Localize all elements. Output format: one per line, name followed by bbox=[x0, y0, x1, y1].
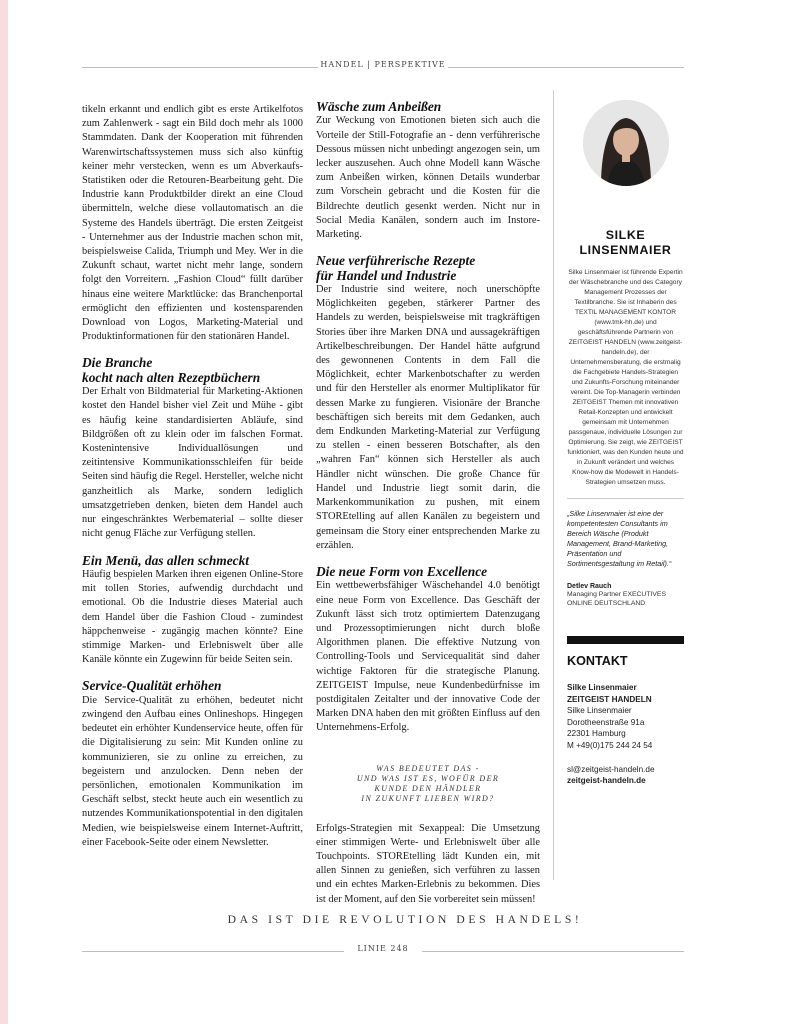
author-sidebar bbox=[567, 90, 684, 787]
body-paragraph: Der Erhalt von Bildmaterial für Marketing-Aktionen kostet den Handel bisher viel Zeit und Mühe - gibt es häufig keine standardisierten Abläufe, sind Bildgrößen oft zu klein oder im falschen Format. Kostenintensive Individuallösungen und zeitintensive Kommunikationsschleifen für beide Seiten sind häufig die Regel. Hersteller, welche nicht ganzheitlich als Marke, sondern lediglich umsatzgetrieben denken, bieten dem Handel auch nur eingeschränktes Werbematerial – sollte dieser nicht genug Fläche zur Verfügung stellen. bbox=[82, 386, 303, 540]
contact-company: ZEITGEIST HANDELN bbox=[567, 694, 652, 704]
pull-quote-line: KUNDE DEN HÄNDLER bbox=[374, 783, 482, 793]
page-footer bbox=[82, 944, 684, 960]
body-paragraph: Erfolgs-Strategien mit Sexappeal: Die Umsetzung einer stimmigen Werte- und Erlebniswelt über alle Touchpoints. STOREtelling lädt Kunden ein, mit allen Sinnen zu genießen, sich verführen zu lassen und ein echtes Marken-Erlebnis zu bekommen. Dies ist der Moment, auf den Sie vorbereitet sein müssen! bbox=[316, 822, 540, 905]
body-paragraph: Ein wettbewerbsfähiger Wäschehandel 4.0 benötigt eine neue Form von Excellence. Das Geschäft der Zukunft lässt sich trotz optimiertem Datenzugang und Prozessoptimierungen nicht durch bloße Algorithmen planen. Die effektive Nutzung von Controlling-Tools und Servicequalität sind daher wichtige Faktoren für die strategische Planung. ZEITGEIST Impulse, neue Kundenbedürfnisse im postdigitalen Zeitalter und der innovative Code der Marken DNA haben den mit größten Einfluss auf den Unternehmens-Erfolg. bbox=[316, 580, 540, 734]
contact-phone: M +49(0)175 244 24 54 bbox=[567, 740, 653, 750]
testimonial-author: Detlev Rauch bbox=[567, 583, 612, 590]
author-name: SILKE LINSENMAIER bbox=[579, 228, 672, 257]
sidebar-divider bbox=[553, 90, 554, 880]
section-heading: Die neue Form von Excellence bbox=[316, 563, 488, 579]
testimonial-role: Managing Partner EXECUTIVES ONLINE DEUTSCHLAND bbox=[567, 591, 666, 607]
closing-headline: DAS IST DIE REVOLUTION DES HANDELS! bbox=[227, 913, 583, 926]
section-heading: Neue verführerische Rezepte bbox=[316, 253, 476, 269]
pull-quote-line: IN ZUKUNFT LIEBEN WIRD? bbox=[361, 793, 495, 803]
page-number: LINIE 248 bbox=[357, 944, 409, 953]
pull-quote-line: UND WAS IST ES, WOFÜR DER bbox=[356, 773, 500, 783]
contact-heading: KONTAKT bbox=[567, 654, 628, 668]
section-heading: Die Branche bbox=[82, 355, 153, 371]
article-column-2 bbox=[316, 100, 540, 907]
contact-bar bbox=[567, 636, 684, 644]
contact-email-link[interactable]: sl@zeitgeist-handeln.de bbox=[567, 764, 655, 774]
body-paragraph: Zur Weckung von Emotionen bieten sich auch die Vorteile der Still-Fotografie an - denn verführerische Dessous müssen nicht unbedingt angezogen sein, um lecker auszusehen. Auch ohne Modell kann Wäsche zum Anbeißen wirken, können Details wunderbar zum Vorschein gebracht und die Kosten für die Bildrechte deutlich gesenkt werden. Nicht nur in Social Media Kanälen, sondern auch im Instore-Marketing. bbox=[316, 115, 540, 241]
contact-block bbox=[567, 682, 684, 787]
section-heading: Wäsche zum Anbeißen bbox=[316, 99, 442, 114]
section-heading: Ein Menü, das allen schmeckt bbox=[82, 552, 250, 568]
section-heading: für Handel und Industrie bbox=[316, 267, 457, 283]
pull-quote-line: WAS BEDEUTET DAS - bbox=[376, 763, 480, 773]
body-paragraph: Die Service-Qualität zu erhöhen, bedeutet nicht zwingend den Aufbau eines Onlineshops. Hingegen bedeutet ein erhöhter Kundenservice heute, offen für die Digitalisierung zu sein: Mit Kunden online zu kommunizieren, sie zu online zu erreichen, zu begeistern und anzulocken. Denn neben der persönlichen, emotionalen Kommunikation im Geschäft selbst, steckt heute auch ein wesentlich zu nutzendes Kommunikationspotential in den digitalen Medien, wie beispielsweise einem Internet-Auftritt, einer Facebook-Seite oder einem Newsletter. bbox=[82, 694, 303, 848]
section-heading: kocht nach alten Rezeptbüchern bbox=[82, 369, 261, 385]
contact-name: Silke Linsenmaier bbox=[567, 683, 637, 692]
contact-person: Silke Linsenmaier bbox=[567, 706, 632, 716]
section-label: HANDEL | PERSPEKTIVE bbox=[320, 60, 446, 69]
author-portrait bbox=[583, 100, 669, 186]
pull-quote bbox=[316, 764, 540, 804]
author-bio: Silke Linsenmaier ist führende Expertin der Wäschebranche und des Category Management Prozesses der Textilbranche. Sie ist Inhaberin des TEXTIL MANAGEMENT KONTOR (www.tmk-hh.de) und geschäftsführende Partnerin von ZEITGEIST HANDELN (www.zeitgeist-handeln.de), der Unternehmensberatung, die erstmalig die Fachgebiete Handels-Strategien und Zukunfts-Forschung miteinander vereint. Die Top-Managerin verbinden ZEITGEIST Themen mit innovativen Retail-Konzepten und entwickelt gemeinsam mit Unternehmen passgenaue, individuelle Lösungen zur Optimierung. Sie zeigt, wie ZEITGEIST funktioniert, was den Kunden heute und in Zukunft verändert und welches Know-how die Modewelt in Handels-Strategien umsetzen muss. bbox=[567, 269, 684, 486]
sidebar-separator bbox=[567, 498, 684, 499]
body-paragraph: tikeln erkannt und endlich gibt es erste Artikelfotos zum Zahlenwerk - sagt ein Bild doch mehr als 1000 Stammdaten. Dank der Kooperation mit führenden Warenwirtschaftssystemen muss sich also künftig keiner mehr verstecken, wenn es um Abverkaufs-Statistiken oder die Retouren-Bearbeitung geht. Die Industrie kann Produktbilder direkt an eine Cloud übermitteln, welche diese vollautomatisch an die Systeme des Handels überträgt. Die ersten Zeitgeist - Unternehmer aus der Industrie machen schon mit, beispielsweise Calida, Triumph und Mey. Wer in die Zukunft schaut, wartet nicht mehr lange, sondern folgt den Vorreitern. „Fashion Cloud“ füllt darüber hinaus eine weitere Marktlücke: das Branchenportal ermöglicht den effizienten und kostensparenden Download von Logos, Marketing-Material und Produktinformationen für den stationären Handel. bbox=[82, 104, 303, 343]
page-edge-strip bbox=[0, 0, 8, 1024]
contact-web-link[interactable]: zeitgeist-handeln.de bbox=[567, 776, 646, 786]
article-column-1 bbox=[82, 103, 303, 850]
body-paragraph: Häufig bespielen Marken ihren eigenen Online-Store mit tollen Stories, aufwendig durchdacht und emotional. Ob die Industrie dieses Material auch dem Handel über die Fashion Cloud - zumindest häppchenweise - zugängig machen könnte? Eine stimmige Marken- und Erlebniswelt über alle Kanäle könnte ein Zugewinn für beide Seiten sein. bbox=[82, 568, 303, 666]
testimonial-quote: „Silke Linsenmaier ist eine der kompetentesten Consultants im Bereich Wäsche (Produkt Management, Brand-Marketing, Präsentation und Sortimentsgestaltung im Retail).“ bbox=[567, 509, 672, 568]
contact-city: 22301 Hamburg bbox=[567, 729, 626, 739]
section-heading: Service-Qualität erhöhen bbox=[82, 678, 222, 694]
running-header bbox=[82, 58, 684, 78]
body-paragraph: Der Industrie sind weitere, noch unerschöpfte Möglichkeiten gegeben, stärkerer Partner des Handels zu werden, beispielsweise mit tragkräftigen Stories über ihre Marken DNA und aussagekräftigen Artikelbeschreibungen. Der Handel hätte aufgrund des gewonnenen Contents in dem Fall die Möglichkeit, echter Markenbotschafter zu werden und für den Hersteller als enormer Multiplikator für dessen Marke zu fungieren. Visionäre der Branche beschäftigen sich bereits mit dem Gedanken, auch dem Endkunden Marketing-Material zur Verfügung zu stellen - einen besseren Botschafter, als den „wahren Fan“ können sich Hersteller als auch Händler nicht wünschen. Die große Chance für Handel und Industrie liegt somit darin, die Markenkommunikation zu pushen, mit einem STOREtelling auf allen Kanälen zu begeistern und gemeinsam die Story einer entsprechenden Marke zu erzählen. bbox=[316, 284, 540, 551]
contact-street: Dorotheenstraße 91a bbox=[567, 717, 645, 727]
